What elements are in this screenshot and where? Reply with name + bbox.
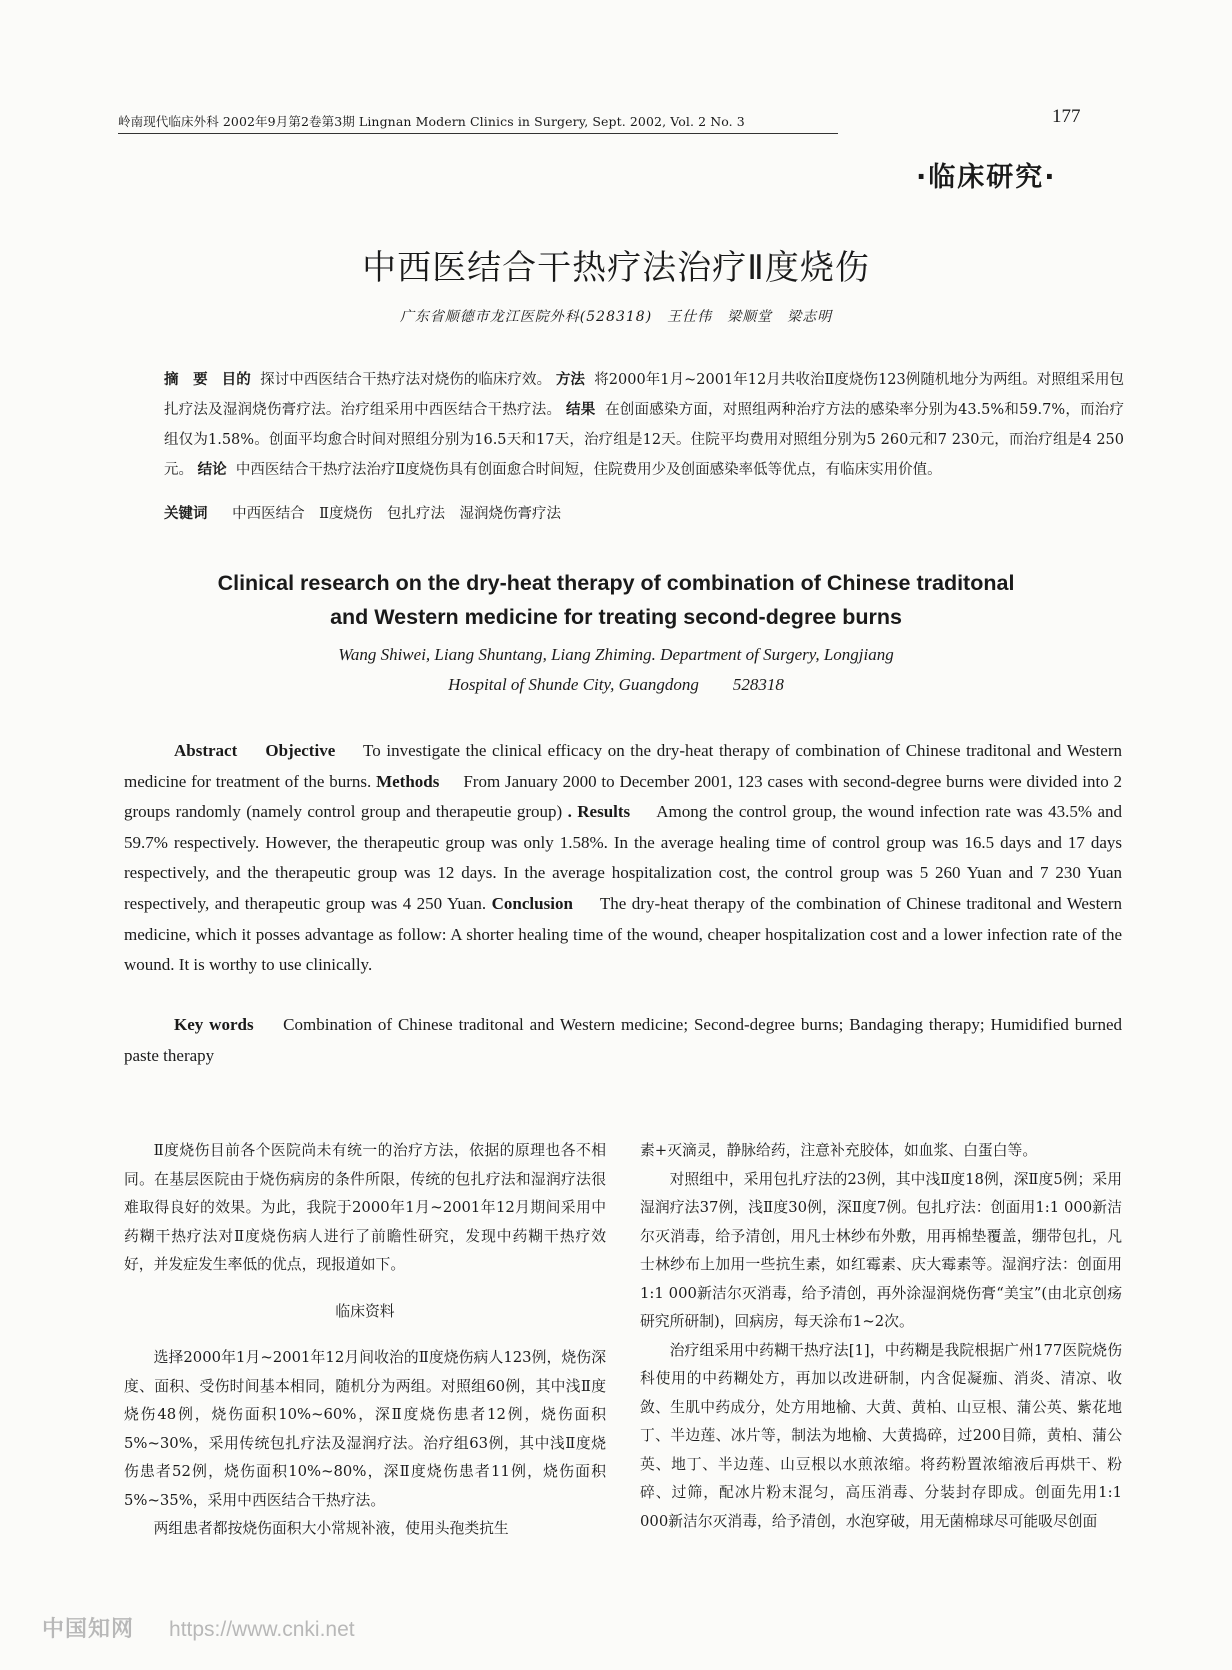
methods-text-cn: 将2000年1月~2001年12月共收治Ⅱ度烧伤123例随机地分为两组。对照组采用包扎疗法及湿润烧伤膏疗法。治疗组采用中西医结合干热疗法。 xyxy=(164,372,1125,418)
keywords-text-en: Combination of Chinese traditonal and Western medicine; Second-degree burns; Bandaging therapy; Humidified burned paste therapy xyxy=(124,1015,1122,1065)
chinese-title: 中西医结合干热疗法治疗Ⅱ度烧伤 xyxy=(362,248,870,288)
objective-text-en: To investigate the clinical efficacy on the dry-heat therapy of combination of Chinese traditonal and Western medicine for treatment of the burns. xyxy=(124,741,1123,791)
objective-label-en: Objective xyxy=(265,741,336,760)
page-number: 177 xyxy=(1052,106,1081,127)
results-label-en: . Results xyxy=(567,802,631,822)
objective-text-cn: 探讨中西医结合干热疗法对烧伤的临床疗效。 xyxy=(260,372,552,388)
results-text-cn: 在创面感染方面，对照组两种治疗方法的感染率分别为43.5%和59.7%，而治疗组仅为1.58%。创面平均愈合时间对照组分别为16.5天和17天，治疗组是12天。住院平均费用对照组分别为5 260元和7 230元，而治疗组是4 250元。 xyxy=(164,402,1125,478)
clinical-data-paragraph: 选择2000年1月~2001年12月间收治的Ⅱ度烧伤病人123例，烧伤深度、面积、受伤时间基本相同，随机分为两组。对照组60例，其中浅Ⅱ度烧伤48例，烧伤面积10%~60%，深Ⅱ度烧伤患者12例，烧伤面积5%~30%，采用传统包扎疗法及湿润疗法。治疗组63例，其中浅Ⅱ度烧伤患者52例，烧伤面积10%~80%，深Ⅱ度烧伤患者11例，烧伤面积5%~35%，采用中西医结合干热疗法。 xyxy=(124,1349,606,1509)
continued-paragraph: 素+灭滴灵，静脉给药，注意补充胶体，如血浆、白蛋白等。 xyxy=(640,1142,1038,1159)
keywords-text-cn: 中西医结合 Ⅱ度烧伤 包扎疗法 湿润烧伤膏疗法 xyxy=(232,506,561,522)
english-title-line-1: Clinical research on the dry-heat therapy of combination of Chinese traditonal xyxy=(217,571,1015,595)
methods-label-cn: 方法 xyxy=(555,372,585,388)
abstract-label-en: Abstract xyxy=(174,741,238,760)
treatment-group-paragraph: 治疗组采用中药糊干热疗法[1]，中药糊是我院根据广州177医院烧伤科使用的中药糊处方，再加以改进研制，内含促凝痂、消炎、清凉、收敛、生肌中药成分，处方用地榆、大黄、黄柏、山豆根、蒲公英、紫花地丁、半边莲、冰片等，制法为地榆、大黄捣碎，过200目筛，黄柏、蒲公英、地丁、半边莲、山豆根以水煎浓缩。将药粉置浓缩液后再烘干、粉碎、过筛，配冰片粉末混匀，高压消毒、分装封存即成。创面先用1:1 000新洁尔灭消毒，给予清创，水泡穿破，用无菌棉球尽可能吸尽创面 xyxy=(640,1341,1122,1530)
body-right-column xyxy=(640,1137,1122,1536)
english-authors xyxy=(0,640,1232,700)
english-authors-line-1: Wang Shiwei, Liang Shuntang, Liang Zhiming. Department of Surgery, Longjiang xyxy=(338,645,894,664)
conclusion-text-en: The dry-heat therapy of the combination of Chinese traditonal and Western medicine, which it posses advantage as follow: A shorter healing time of the wound, cheaper hospitalization cost and a lower infection rate of the wound. It is worthy to use clinically. xyxy=(124,893,1122,975)
results-label-cn: 结果 xyxy=(566,402,596,418)
conclusion-text-cn: 中西医结合干热疗法治疗Ⅱ度烧伤具有创面愈合时间短，住院费用少及创面感染率低等优点，有临床实用价值。 xyxy=(235,462,942,478)
objective-label-cn: 目的 xyxy=(221,372,251,388)
control-group-paragraph: 对照组中，采用包扎疗法的23例，其中浅Ⅱ度18例，深Ⅱ度5例；采用湿润疗法37例，浅Ⅱ度30例，深Ⅱ度7例。包扎疗法：创面用1:1 000新洁尔灭消毒，给予清创，用凡士林纱布外敷，用再棉垫覆盖，绷带包扎，凡士林纱布上加用一些抗生素，如红霉素、庆大霉素等。湿润疗法：创面用1:1 000新洁尔灭消毒，给予清创，再外涂湿润烧伤膏“美宝”(由北京创疡研究所研制)，回病房，每天涂布1~2次。 xyxy=(640,1170,1122,1330)
methods-label-en: Methods xyxy=(376,771,440,791)
section-heading-clinical-data: 临床资料 xyxy=(335,1302,395,1320)
section-tag: ·临床研究· xyxy=(916,162,1057,193)
chinese-authors: 广东省顺德市龙江医院外科(528318) 王仕伟 梁顺堂 梁志明 xyxy=(399,309,833,325)
english-abstract xyxy=(124,736,1122,981)
english-authors-line-2: Hospital of Shunde City, Guangdong 528318 xyxy=(448,675,784,694)
intro-paragraph: Ⅱ度烧伤目前各个医院尚未有统一的治疗方法，依据的原理也各不相同。在基层医院由于烧伤病房的条件所限，传统的包扎疗法和湿润疗法很难取得良好的效果。为此，我院于2000年1月~2001年12月期间采用中药糊干热疗法对Ⅱ度烧伤病人进行了前瞻性研究，发现中药糊干热疗效好，并发症发生率低的优点，现报道如下。 xyxy=(124,1142,606,1273)
keywords-label-cn: 关键词 xyxy=(164,506,208,522)
english-keywords xyxy=(124,1010,1122,1071)
keywords-label-en: Key words xyxy=(174,1015,254,1034)
chinese-keywords xyxy=(164,502,1124,523)
fluid-therapy-paragraph: 两组患者都按烧伤面积大小常规补液，使用头孢类抗生 xyxy=(153,1520,509,1537)
methods-text-en: From January 2000 to December 2001, 123 cases with second-degree burns were divided into 2 groups randomly (namely control group and therapeutie group) xyxy=(124,771,1122,822)
conclusion-label-en: Conclusion xyxy=(491,893,573,913)
english-title-line-2: and Western medicine for treating second-degree burns xyxy=(330,605,902,629)
results-text-en: Among the control group, the wound infection rate was 43.5% and 59.7% respectively. However, the therapeutic group was only 1.58%. In the average healing time of control group was 16.5 days and 17 days respectively, and the therapeutic group was 12 days. In the average hospitalization cost, the control group was 5 260 Yuan and 7 230 Yuan respectively, and therapeutic group was 4 250 Yuan. xyxy=(124,802,1123,913)
chinese-abstract xyxy=(164,365,1124,485)
running-head: 岭南现代临床外科 2002年9月第2卷第3期 Lingnan Modern Clinics in Surgery, Sept. 2002, Vol. 2 No. 3 xyxy=(118,112,838,134)
conclusion-label-cn: 结论 xyxy=(197,462,227,478)
english-title xyxy=(0,566,1232,634)
cnki-url: https://www.cnki.net xyxy=(169,1618,355,1641)
cnki-logo: 中国知网 xyxy=(42,1617,135,1642)
cnki-watermark xyxy=(42,1612,355,1643)
abstract-label-cn: 摘 要 xyxy=(164,372,208,388)
body-left-column xyxy=(124,1137,606,1544)
